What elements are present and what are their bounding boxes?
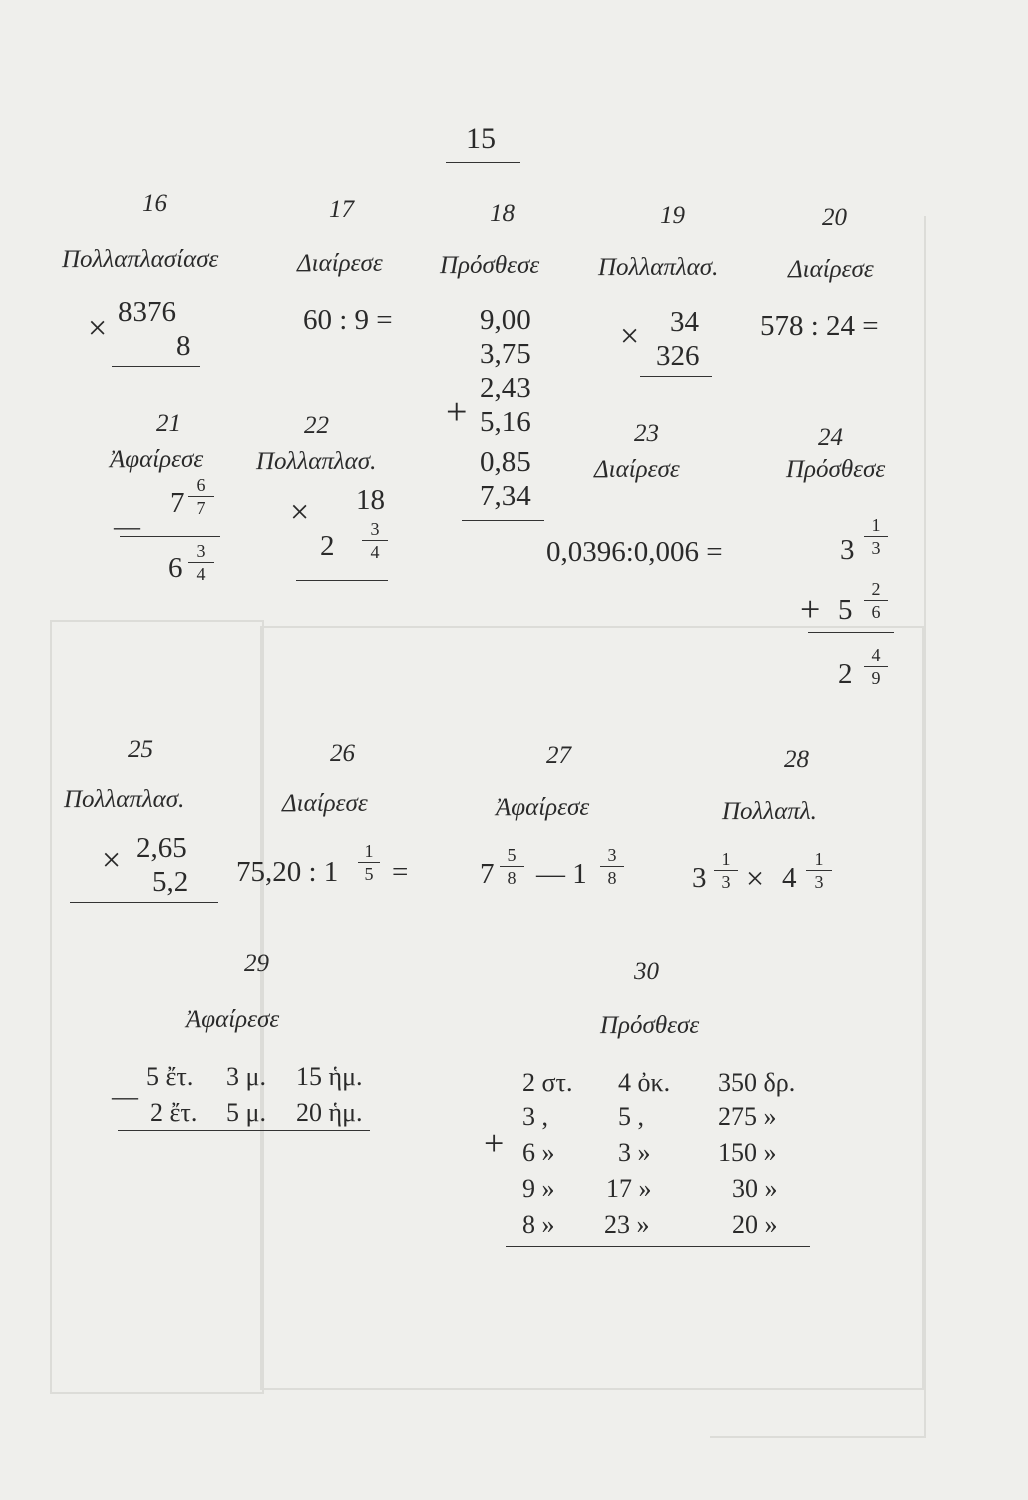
denominator: 3 (721, 872, 731, 892)
exercise-number: 28 (784, 746, 809, 773)
fraction (358, 842, 380, 883)
exercise-label: Πολλαπλασίασε (62, 246, 219, 273)
exercise-label: Διαίρεσε (788, 256, 874, 283)
addend: 9,00 (480, 304, 531, 336)
exercise-label: Διαίρεσε (594, 456, 680, 483)
fraction (500, 846, 524, 887)
division-expression: 60 : 9 = (303, 304, 393, 336)
exercise-label: Διαίρεσε (282, 790, 368, 817)
quantity-cell: 2 ἔτ. (150, 1098, 198, 1127)
times-sign: × (102, 842, 122, 879)
operand: 8 (176, 330, 191, 362)
equals-sign: = (392, 856, 409, 888)
exercise-number: 29 (244, 950, 269, 977)
numerator: 1 (871, 515, 881, 535)
exercise-number: 30 (634, 958, 659, 985)
addend: 5,16 (480, 406, 531, 438)
numerator: 5 (507, 845, 517, 865)
exercise-number: 26 (330, 740, 355, 767)
denominator: 4 (196, 564, 206, 584)
quantity-cell: 17 » (606, 1174, 652, 1203)
result-line (296, 580, 388, 581)
result-line (118, 1130, 370, 1131)
mixed-whole: 4 (782, 862, 797, 894)
result-line (506, 1246, 810, 1247)
operand: 2,65 (136, 832, 187, 864)
denominator: 6 (871, 602, 881, 622)
quantity-cell: 350 δρ. (718, 1068, 796, 1097)
addend: 0,85 (480, 446, 531, 478)
quantity-cell: 5 , (618, 1102, 644, 1131)
plus-sign: + (484, 1123, 505, 1163)
mixed-whole: 2 (838, 658, 853, 690)
exercise-number: 23 (634, 420, 659, 447)
mixed-whole: 3 (692, 862, 707, 894)
exercise-number: 18 (490, 200, 515, 227)
bleed-through-box (710, 216, 926, 1438)
exercise-label: Πρόσθεσε (786, 456, 886, 483)
exercise-number: 16 (142, 190, 167, 217)
fraction (806, 850, 832, 891)
mixed-whole: 6 (168, 552, 183, 584)
exercise-label: Πρόσθεσε (440, 252, 540, 279)
denominator: 8 (607, 868, 617, 888)
mixed-whole: 2 (320, 530, 335, 562)
exercise-label: Πολλαπλασ. (598, 254, 719, 281)
times-sign: × (620, 318, 640, 355)
quantity-cell: 20 » (732, 1210, 778, 1239)
mixed-whole: 3 (840, 534, 855, 566)
plus-sign: + (446, 391, 468, 433)
exercise-number: 22 (304, 412, 329, 439)
quantity-cell: 2 στ. (522, 1068, 573, 1097)
fraction (362, 520, 388, 561)
fraction (864, 580, 888, 621)
numerator: 3 (196, 541, 206, 561)
result-line (462, 520, 544, 521)
denominator: 3 (871, 538, 881, 558)
result-line (112, 366, 200, 367)
exercise-number: 25 (128, 736, 153, 763)
fraction (188, 476, 214, 517)
numerator: 6 (196, 475, 206, 495)
result-line (70, 902, 218, 903)
operand: 18 (356, 484, 385, 516)
exercise-number: 17 (329, 196, 354, 223)
quantity-cell: 3 μ. (226, 1062, 266, 1091)
exercise-number: 20 (822, 204, 847, 231)
quantity-cell: 4 ὀκ. (618, 1068, 671, 1097)
quantity-cell: 20 ἡμ. (296, 1098, 363, 1127)
exercise-number: 24 (818, 424, 843, 451)
addend: 2,43 (480, 372, 531, 404)
operand: 326 (656, 340, 700, 372)
denominator: 7 (196, 498, 206, 518)
addend: 7,34 (480, 480, 531, 512)
operand: 8376 (118, 296, 176, 328)
page-number-underline (446, 162, 520, 163)
times-sign: × (88, 310, 108, 347)
numerator: 3 (607, 845, 617, 865)
quantity-cell: 275 » (718, 1102, 777, 1131)
division-expression: 578 : 24 = (760, 310, 879, 342)
addend: 3,75 (480, 338, 531, 370)
quantity-cell: 6 » (522, 1138, 555, 1167)
operand: 34 (670, 306, 699, 338)
fraction (864, 516, 888, 557)
exercise-number: 27 (546, 742, 571, 769)
exercise-number: 21 (156, 410, 181, 437)
quantity-cell: 5 μ. (226, 1098, 266, 1127)
exercise-label: Πρόσθεσε (600, 1012, 700, 1039)
exercise-label: Διαίρεσε (297, 250, 383, 277)
numerator: 2 (871, 579, 881, 599)
quantity-cell: 150 » (718, 1138, 777, 1167)
exercise-label: Πολλαπλ. (722, 798, 817, 825)
mixed-whole: 5 (838, 594, 853, 626)
plus-sign: + (800, 589, 821, 629)
quantity-cell: 3 » (618, 1138, 651, 1167)
quantity-cell: 30 » (732, 1174, 778, 1203)
minus-sign: — (114, 512, 140, 541)
minus-sign: — (112, 1082, 138, 1111)
numerator: 4 (871, 645, 881, 665)
numerator: 3 (370, 519, 380, 539)
denominator: 5 (364, 864, 374, 884)
exercise-label: Ἀφαίρεσε (186, 1006, 280, 1033)
mixed-whole: 7 (170, 487, 185, 519)
quantity-cell: 15 ἡμ. (296, 1062, 363, 1091)
fraction (188, 542, 214, 583)
exercise-label: Ἀφαίρεσε (110, 446, 204, 473)
numerator: 1 (814, 849, 824, 869)
exercise-label: Πολλαπλασ. (256, 448, 377, 475)
exercise-number: 19 (660, 202, 685, 229)
numerator: 1 (721, 849, 731, 869)
page-number: 15 (466, 122, 496, 155)
times-sign: × (290, 494, 310, 531)
fraction (600, 846, 624, 887)
quantity-cell: 8 » (522, 1210, 555, 1239)
fraction (864, 646, 888, 687)
division-expression: 75,20 : 1 (236, 856, 339, 888)
quantity-cell: 23 » (604, 1210, 650, 1239)
division-expression: 0,0396:0,006 = (546, 536, 723, 568)
quantity-cell: 9 » (522, 1174, 555, 1203)
quantity-cell: 5 ἔτ. (146, 1062, 194, 1091)
result-line (120, 536, 220, 537)
fraction (714, 850, 738, 891)
denominator: 9 (871, 668, 881, 688)
result-line (808, 632, 894, 633)
exercise-label: Ἀφαίρεσε (496, 794, 590, 821)
exercise-label: Πολλαπλασ. (64, 786, 185, 813)
operand: 5,2 (152, 866, 189, 898)
denominator: 8 (507, 868, 517, 888)
times-sign: × (746, 860, 765, 896)
denominator: 4 (370, 542, 380, 562)
minus-whole: — 1 (536, 858, 587, 890)
mixed-whole: 7 (480, 858, 495, 890)
quantity-cell: 3 , (522, 1102, 548, 1131)
denominator: 3 (814, 872, 824, 892)
result-line (640, 376, 712, 377)
numerator: 1 (364, 841, 374, 861)
